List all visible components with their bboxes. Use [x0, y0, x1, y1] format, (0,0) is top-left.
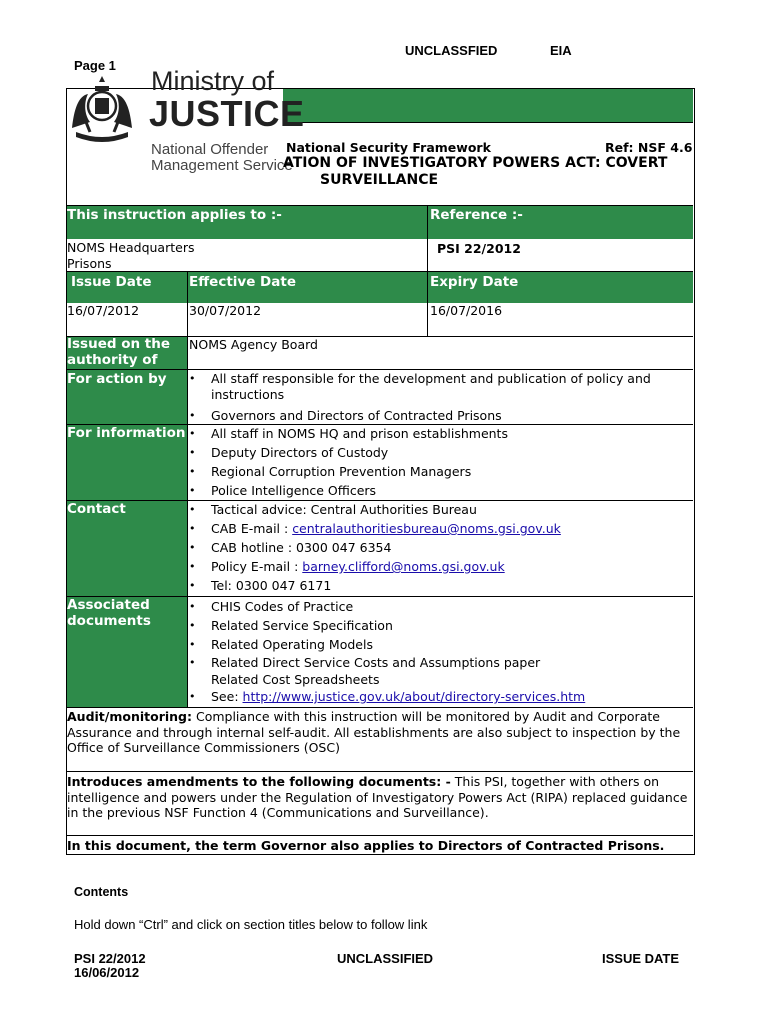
information-item-3: • Regional Corruption Prevention Managers — [187, 462, 667, 481]
contact-cab-email: • CAB E-mail : centralauthoritiesbureau@noms.gsi.gov.uk — [187, 519, 687, 538]
contact-tactical: • Tactical advice: Central Authorities Bureau — [187, 500, 687, 519]
associated-item-4: • Related Direct Service Costs and Assumptions paper — [187, 654, 687, 671]
information-item-2: • Deputy Directors of Custody — [187, 443, 667, 462]
reference-value: PSI 22/2012 — [437, 241, 521, 256]
policy-email-link[interactable]: barney.clifford@noms.gsi.gov.uk — [302, 559, 505, 574]
noms-line-1: National Offender — [151, 141, 269, 158]
associated-item-2: • Related Service Specification — [187, 616, 687, 635]
footer-issue-date: ISSUE DATE — [602, 951, 680, 966]
associated-extra: Related Cost Spreadsheets — [211, 672, 380, 687]
audit-text: Compliance with this instruction will be monitored by Audit and Corporate Assurance and through internal self-audit. All establishments are also subject to inspection by the Office of Surveillance Commissioners (OSC) — [67, 709, 681, 755]
contents-title: Contents — [74, 885, 129, 899]
contents-hint: Hold down “Ctrl” and click on section titles below to follow link — [74, 917, 428, 932]
issue-date-value: 16/07/2012 — [67, 303, 140, 318]
expiry-date-value: 16/07/2016 — [430, 303, 503, 318]
information-item-4: • Police Intelligence Officers — [187, 481, 667, 500]
associated-label: Associated documents — [67, 597, 151, 629]
reference-code: Ref: NSF 4.6 — [605, 140, 693, 155]
dates-header-row — [67, 272, 693, 303]
document-title-line-1: ATION OF INVESTIGATORY POWERS ACT: COVERT — [283, 155, 668, 171]
label-column — [67, 337, 187, 707]
action-item-2: • Governors and Directors of Contracted Prisons — [187, 406, 667, 425]
contact-label: Contact — [67, 501, 126, 517]
information-label: For information — [67, 425, 186, 441]
contact-list — [187, 500, 687, 595]
associated-list — [187, 597, 687, 705]
amendments-paragraph — [67, 774, 691, 821]
expiry-date-label: Expiry Date — [430, 274, 519, 290]
justice-text: JUSTICE — [149, 93, 305, 134]
framework-label: National Security Framework — [286, 140, 491, 155]
eia-label: EIA — [550, 43, 572, 58]
contact-policy-email: • Policy E-mail : barney.clifford@noms.gsi.gov.uk — [187, 557, 687, 576]
information-list — [187, 424, 667, 500]
amendments-text: This PSI, together with others on intelligence and powers under the Regulation of Investigatory Powers Act (RIPA) replaced guidance in the previous NSF Function 4 (Communications and Surveillance). — [67, 774, 688, 820]
footer-psi: PSI 22/2012 — [74, 951, 146, 966]
footer-date: 16/06/2012 — [74, 965, 140, 980]
information-item-1: • All staff in NOMS HQ and prison establishments — [187, 424, 667, 443]
governor-note: In this document, the term Governor also applies to Directors of Contracted Prisons. — [67, 838, 665, 853]
associated-item-3: • Related Operating Models — [187, 635, 687, 654]
action-item-1: • All staff responsible for the development and publication of policy and instructions — [187, 371, 667, 406]
amendments-label: Introduces amendments to the following documents: - — [67, 774, 451, 789]
effective-date-value: 30/07/2012 — [189, 303, 262, 318]
directory-services-link[interactable]: http://www.justice.gov.uk/about/directory-services.htm — [242, 689, 586, 704]
issue-date-label: Issue Date — [71, 274, 152, 290]
classification-header: UNCLASSFIED — [405, 43, 498, 58]
applies-label: This instruction applies to :- — [67, 207, 282, 223]
document-title-line-2: SURVEILLANCE — [320, 172, 439, 188]
authority-label: Issued on the authority of — [67, 336, 171, 368]
associated-see: • See: http://www.justice.gov.uk/about/directory-services.htm — [187, 688, 687, 705]
applies-line-1: NOMS Headquarters — [67, 240, 195, 255]
contact-tel: • Tel: 0300 047 6171 — [187, 576, 687, 595]
contact-hotline: • CAB hotline : 0300 047 6354 — [187, 538, 687, 557]
royal-coat-of-arms-icon — [66, 70, 138, 150]
footer-classification: UNCLASSIFIED — [337, 951, 434, 966]
page-number: Page 1 — [74, 58, 116, 73]
noms-line-2: Management Service — [151, 157, 293, 174]
effective-date-label: Effective Date — [189, 274, 296, 290]
associated-item-1: • CHIS Codes of Practice — [187, 597, 687, 616]
applies-line-2: Prisons — [67, 256, 112, 271]
cab-email-link[interactable]: centralauthoritiesbureau@noms.gsi.gov.uk — [292, 521, 561, 536]
audit-label: Audit/monitoring: — [67, 709, 192, 724]
header-green-bar — [283, 89, 693, 122]
action-list — [187, 371, 667, 425]
action-label: For action by — [67, 371, 167, 387]
audit-paragraph — [67, 709, 689, 756]
ministry-of-text: Ministry of — [151, 66, 275, 96]
authority-value: NOMS Agency Board — [189, 337, 318, 352]
reference-label: Reference :- — [430, 207, 523, 223]
